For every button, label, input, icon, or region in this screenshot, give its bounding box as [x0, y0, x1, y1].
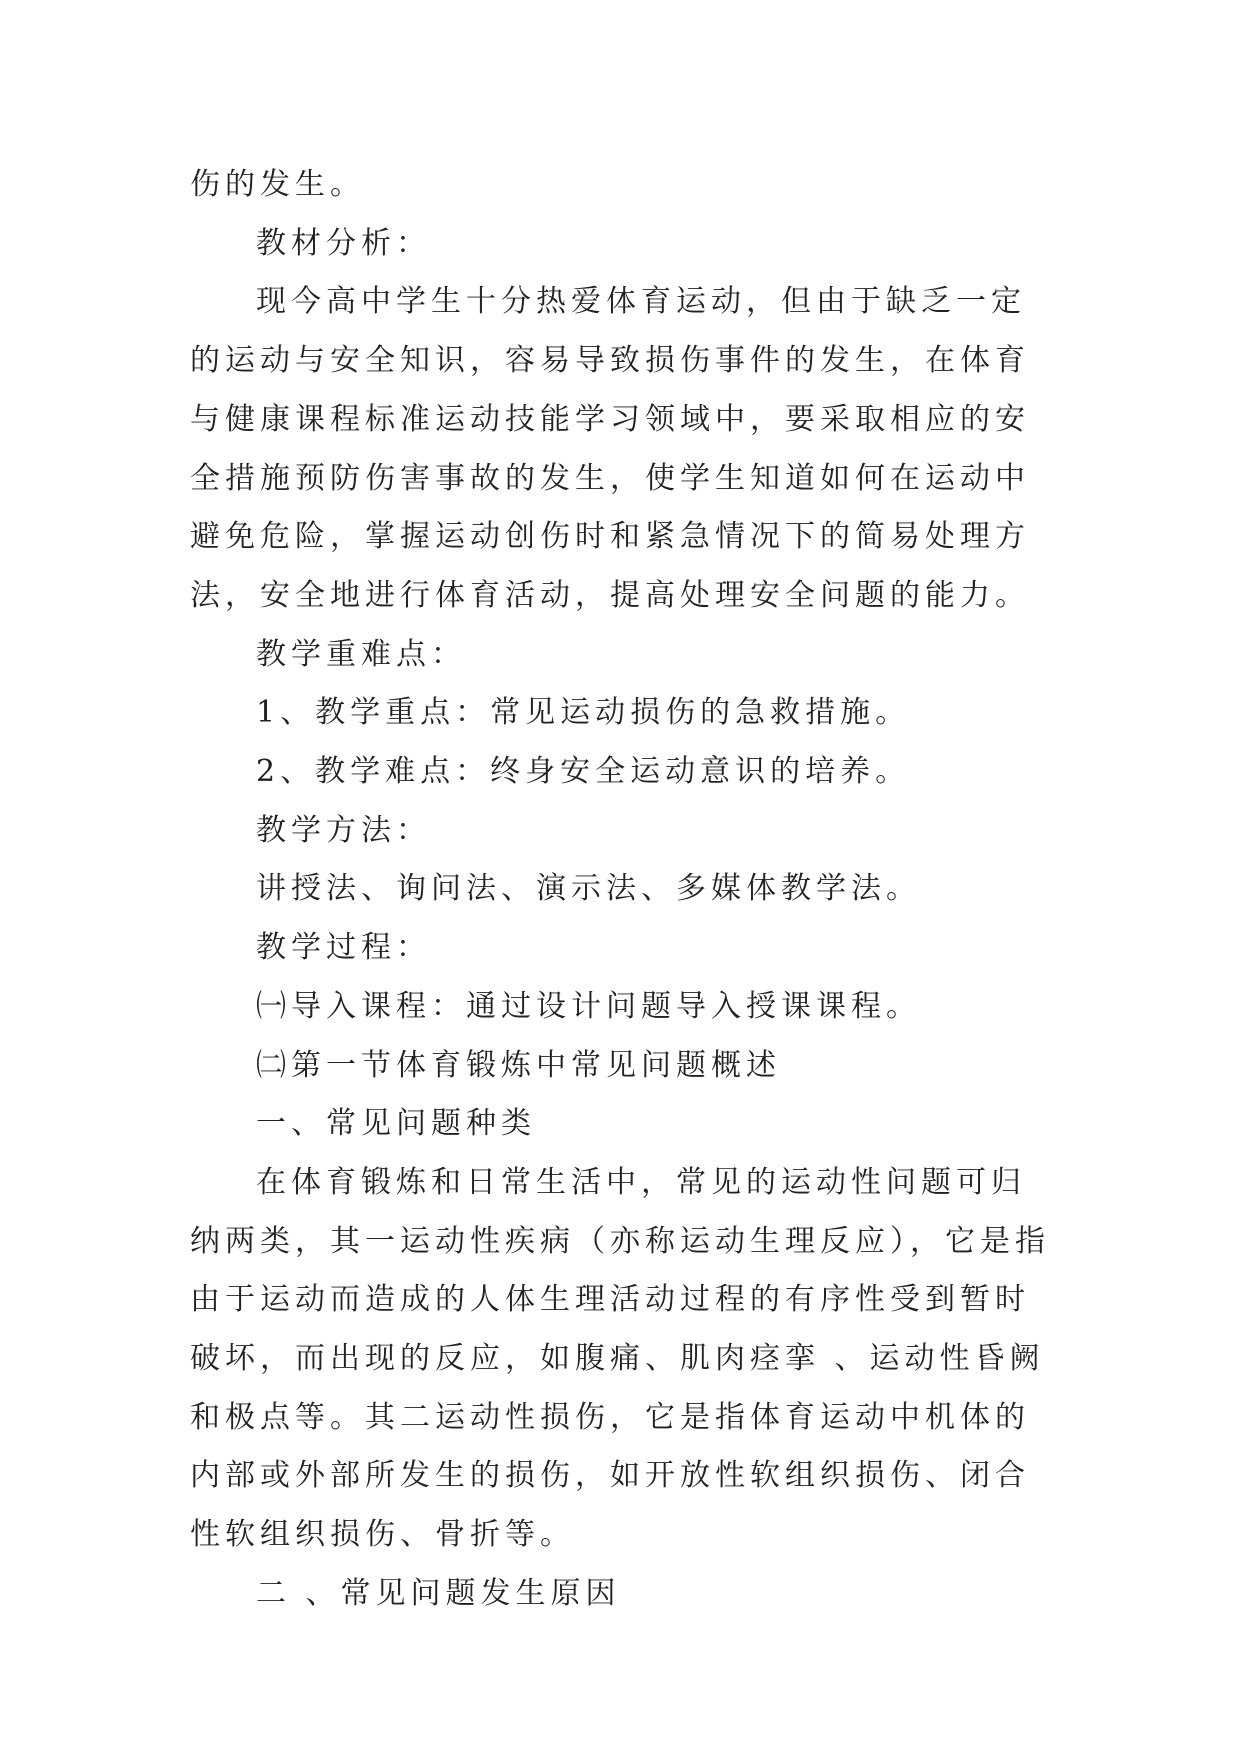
paragraph-problem-types: 在体育锻炼和日常生活中，常见的运动性问题可归纳两类，其一运动性疾病（亦称运动生理反应），它是指由于运动而造成的人体生理活动过程的有序性受到暂时破坏，而出现的反应，如腹痛、肌肉痉挛 、运动性昏阙和极点等。其二运动性损伤，它是指体育运动中机体的内部或外部所发生的损伤，如开放性软组织损伤、闭合性软组织损伤、骨折等。 [190, 1164, 1050, 1553]
process-step-2: ㈡第一节体育锻炼中常见问题概述 [256, 1047, 781, 1083]
section-heading-problem-causes: 二 、常见问题发生原因 [256, 1575, 621, 1611]
heading-teaching-process: 教学过程： [256, 930, 431, 966]
list-item-difficult-point: 2、教学难点：终身安全运动意识的培养。 [256, 754, 911, 790]
heading-textbook-analysis: 教材分析： [256, 225, 431, 261]
paragraph-teaching-methods: 讲授法、询问法、演示法、多媒体教学法。 [256, 871, 921, 907]
heading-key-difficult-points: 教学重难点： [256, 636, 466, 672]
paragraph-textbook-analysis: 现今高中学生十分热爱体育运动，但由于缺乏一定的运动与安全知识，容易导致损伤事件的发生，在体育与健康课程标准运动技能学习领域中，要采取相应的安全措施预防伤害事故的发生，使学生知道如何在运动中避免危险，掌握运动创伤时和紧急情况下的简易处理方法，安全地进行体育活动，提高处理安全问题的能力。 [190, 284, 1030, 613]
document-body [190, 156, 1054, 1624]
process-step-1: ㈠导入课程：通过设计问题导入授课课程。 [256, 988, 921, 1024]
heading-teaching-methods: 教学方法： [256, 812, 431, 848]
list-item-key-point: 1、教学重点：常见运动损伤的急救措施。 [256, 695, 911, 731]
paragraph-continuation: 伤的发生。 [190, 167, 365, 202]
section-heading-problem-types: 一、常见问题种类 [256, 1106, 536, 1142]
